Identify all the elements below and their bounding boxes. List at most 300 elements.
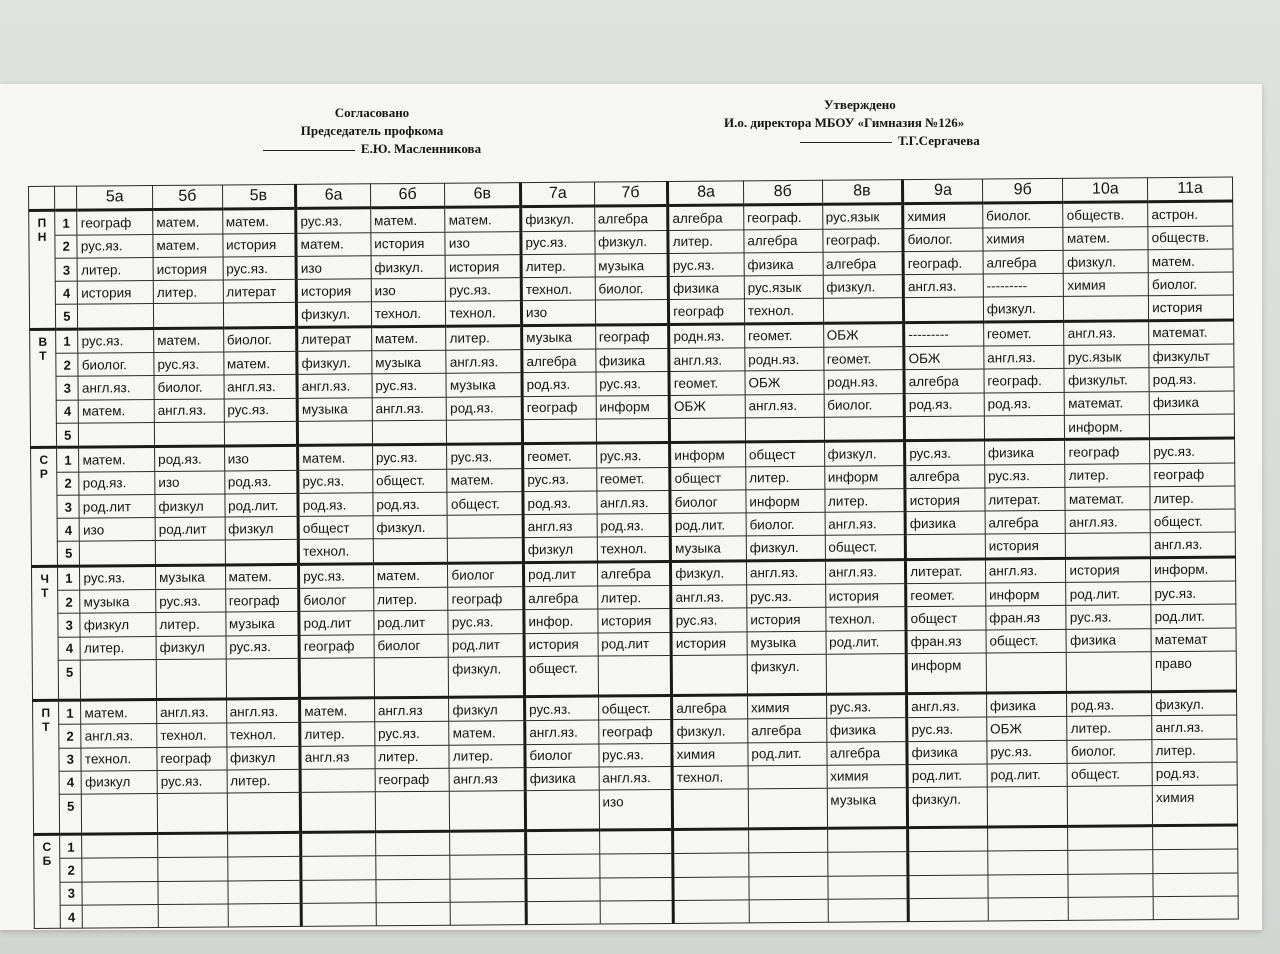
director-name: Т.Г.Сергачева <box>898 133 980 148</box>
subject-cell: фран.яз <box>906 630 986 654</box>
subject-cell: матем. <box>370 208 445 233</box>
subject-cell <box>749 876 828 900</box>
subject-cell: литер. <box>375 745 450 769</box>
subject-cell: ОБЖ <box>904 346 984 370</box>
subject-cell: географ. <box>984 369 1065 393</box>
subject-cell <box>987 786 1068 827</box>
subject-cell <box>1153 849 1238 873</box>
subject-cell: матем. <box>447 468 523 492</box>
subject-cell: изо <box>599 790 673 831</box>
subject-cell: англ.яз. <box>903 274 983 298</box>
subject-cell: математ <box>1151 628 1236 652</box>
class-header: 5б <box>153 185 223 210</box>
header-corner <box>55 186 77 210</box>
subject-cell: технол. <box>226 723 300 747</box>
subject-cell: матем. <box>1063 226 1148 250</box>
subject-cell: матем. <box>300 698 375 723</box>
subject-cell: англ.яз. <box>984 345 1065 369</box>
subject-cell: англ.яз. <box>825 559 906 584</box>
lesson-number: 1 <box>56 329 78 353</box>
subject-cell: музыка <box>225 612 299 636</box>
subject-cell: матем. <box>79 399 155 423</box>
subject-cell <box>1153 873 1238 897</box>
subject-cell <box>988 897 1069 921</box>
subject-cell <box>1068 826 1153 851</box>
subject-cell <box>827 852 908 876</box>
approval-block-right <box>724 96 1024 150</box>
subject-cell: биолог <box>448 562 524 587</box>
subject-cell: рус.яз. <box>987 740 1068 764</box>
subject-cell <box>226 658 300 699</box>
schedule-body <box>29 201 1239 928</box>
subject-cell: матем. <box>445 207 521 232</box>
subject-cell <box>450 855 526 879</box>
subject-cell: англ.яз. <box>825 512 906 536</box>
subject-cell: рус.яз. <box>1150 438 1235 463</box>
subject-cell: общест <box>745 442 824 467</box>
subject-cell: физкул. <box>297 302 372 327</box>
subject-cell: алгебра <box>904 369 984 393</box>
lesson-number: 2 <box>58 590 80 613</box>
subject-cell: алгебра <box>522 349 596 373</box>
subject-cell: англ.яз. <box>224 375 298 399</box>
lesson-number: 4 <box>55 281 77 304</box>
subject-cell: географ <box>77 210 153 235</box>
subject-cell: физика <box>907 741 987 765</box>
subject-cell <box>595 300 669 325</box>
lesson-number: 2 <box>59 724 81 747</box>
subject-cell <box>905 534 985 559</box>
subject-cell: технол. <box>157 723 227 747</box>
subject-cell: род.лит <box>374 611 449 635</box>
subject-cell: физкул. <box>746 536 825 561</box>
subject-cell <box>908 827 988 852</box>
subject-cell: литер. <box>1065 463 1150 487</box>
subject-cell <box>301 832 376 857</box>
subject-cell: географ <box>598 720 672 744</box>
class-header: 9а <box>903 179 983 204</box>
subject-cell <box>749 853 828 877</box>
subject-cell: род.лит. <box>826 630 907 654</box>
subject-cell: литер. <box>597 586 671 610</box>
subject-cell <box>526 901 600 925</box>
subject-cell <box>823 298 904 323</box>
subject-cell: физкул <box>81 770 157 794</box>
lesson-number: 1 <box>57 447 79 471</box>
subject-cell <box>301 856 376 880</box>
class-header: 9б <box>982 178 1063 203</box>
subject-cell <box>986 652 1067 693</box>
subject-cell <box>1153 825 1238 850</box>
subject-cell: рус.яз. <box>826 694 907 719</box>
subject-cell: рус.яз. <box>226 635 300 659</box>
subject-cell: англ.яз. <box>1066 510 1151 534</box>
subject-cell: физкул. <box>373 515 448 539</box>
subject-cell: рус.яз. <box>525 696 599 721</box>
subject-cell: технол. <box>521 277 595 301</box>
day-label: С Б <box>34 834 61 928</box>
class-header: 5а <box>77 186 153 211</box>
subject-cell: географ <box>669 299 745 324</box>
subject-cell: технол. <box>298 539 373 564</box>
subject-cell <box>673 853 749 877</box>
subject-cell: географ <box>375 768 450 792</box>
subject-cell: рус.яз. <box>905 440 985 465</box>
subject-cell: матем. <box>298 445 373 470</box>
subject-cell: англ.яз. <box>1150 532 1235 557</box>
subject-cell: матем. <box>296 232 371 256</box>
subject-cell: литер. <box>1152 739 1237 763</box>
subject-cell: физкул. <box>594 230 668 254</box>
subject-cell: литерат <box>223 280 297 304</box>
subject-cell: ОБЖ <box>987 717 1068 741</box>
subject-cell: рус.яз. <box>372 374 447 398</box>
subject-cell: общест. <box>447 491 523 515</box>
subject-cell: математ. <box>1065 487 1150 511</box>
subject-cell: физика <box>668 276 744 300</box>
subject-cell <box>672 789 748 830</box>
subject-cell <box>827 828 908 853</box>
subject-cell: химия <box>1064 273 1149 297</box>
signature-line <box>263 150 355 151</box>
subject-cell: рус.яз. <box>985 464 1066 488</box>
subject-cell: инфор. <box>524 609 598 633</box>
subject-cell: геомет. <box>906 583 986 607</box>
subject-cell <box>1068 786 1153 827</box>
class-header: 8б <box>743 180 822 205</box>
subject-cell: алгебра <box>748 718 827 742</box>
subject-cell: физика <box>826 718 907 742</box>
subject-cell: физкул <box>156 636 226 660</box>
subject-cell: технол. <box>371 302 446 327</box>
subject-cell: биолог. <box>824 393 905 417</box>
subject-cell <box>745 417 824 442</box>
subject-cell: биолог. <box>982 203 1063 228</box>
subject-cell: алгебра <box>668 205 744 230</box>
subject-cell: обществ. <box>1148 226 1233 250</box>
subject-cell: биолог <box>299 588 374 612</box>
subject-cell: информ <box>596 395 670 419</box>
subject-cell <box>526 830 600 855</box>
subject-cell: англ.яз <box>300 745 375 769</box>
subject-cell: литер. <box>77 257 153 281</box>
lesson-number: 4 <box>56 400 78 423</box>
subject-cell <box>82 858 158 882</box>
subject-cell: физкул. <box>297 351 372 375</box>
subject-cell: физкул. <box>449 657 525 698</box>
subject-cell: геомет. <box>669 371 745 395</box>
subject-cell: род.лит <box>448 633 524 657</box>
day-label: П Н <box>29 211 56 330</box>
subject-cell: музыка <box>747 631 826 655</box>
subject-cell: химия <box>827 764 908 788</box>
subject-cell: род.лит. <box>224 493 298 517</box>
subject-cell <box>374 657 449 698</box>
subject-cell: рус.яз. <box>446 278 522 302</box>
class-header: 6б <box>370 183 445 208</box>
subject-cell: матем. <box>223 351 297 375</box>
subject-cell <box>155 540 225 565</box>
lesson-number: 3 <box>57 495 79 518</box>
subject-cell: англ.яз <box>374 697 449 722</box>
subject-cell: общест. <box>1150 509 1235 533</box>
subject-cell: физкул <box>449 697 525 722</box>
subject-cell <box>673 877 749 901</box>
subject-cell: англ.яз. <box>78 376 154 400</box>
subject-cell: род.лит <box>299 611 374 635</box>
class-header: 6в <box>445 183 521 208</box>
subject-cell <box>372 420 447 445</box>
subject-cell <box>154 422 224 447</box>
lesson-number: 4 <box>58 637 80 660</box>
subject-cell: физкул. <box>1064 250 1149 274</box>
day-label: С Р <box>31 448 58 567</box>
subject-cell <box>376 879 451 903</box>
subject-cell: изо <box>155 471 225 495</box>
subject-cell: матем. <box>154 328 224 353</box>
lesson-number: 1 <box>55 210 77 234</box>
subject-cell: изо <box>445 231 521 255</box>
subject-cell: физкул. <box>824 441 905 466</box>
subject-cell <box>1068 873 1153 897</box>
subject-cell <box>225 540 299 565</box>
subject-cell: географ. <box>903 251 983 275</box>
subject-cell <box>228 903 302 927</box>
lesson-number: 5 <box>58 660 80 700</box>
subject-cell: литер. <box>446 325 522 350</box>
subject-cell: физика <box>1066 628 1151 652</box>
subject-cell: музыка <box>522 325 596 350</box>
subject-cell: географ <box>299 634 374 658</box>
subject-cell: биолог. <box>223 327 297 352</box>
subject-cell: рус.яз. <box>157 770 227 794</box>
subject-cell <box>908 898 988 922</box>
subject-cell <box>824 417 905 442</box>
lesson-number: 3 <box>59 748 81 771</box>
subject-cell <box>227 833 301 858</box>
subject-cell <box>450 791 526 832</box>
subject-cell <box>1064 296 1149 321</box>
subject-cell <box>670 418 746 443</box>
subject-cell: рус.яз. <box>671 608 747 632</box>
director-title: И.о. директора МБОУ «Гимназия №126» <box>724 115 965 130</box>
subject-cell: химия <box>1152 785 1237 826</box>
subject-cell <box>376 902 451 926</box>
subject-cell: общест. <box>1068 763 1153 787</box>
subject-cell: литер. <box>1150 486 1235 510</box>
subject-cell: математ. <box>1149 320 1234 345</box>
subject-cell: матем. <box>153 209 223 234</box>
subject-cell: история <box>1149 296 1234 321</box>
subject-cell: рус.яз. <box>372 444 447 469</box>
subject-cell <box>227 857 301 881</box>
subject-cell: общест. <box>598 695 672 720</box>
class-header: 7б <box>594 181 668 206</box>
subject-cell <box>599 854 673 878</box>
subject-cell: общест. <box>373 469 448 493</box>
subject-cell: информ <box>985 582 1066 606</box>
subject-cell: изо <box>521 301 595 326</box>
subject-cell <box>1066 533 1151 558</box>
subject-cell: информ. <box>1151 557 1236 582</box>
subject-cell: рус.яз. <box>78 328 154 353</box>
subject-cell: физика <box>986 692 1067 717</box>
subject-cell <box>988 874 1069 898</box>
subject-cell <box>904 416 984 441</box>
subject-cell <box>375 791 450 832</box>
subject-cell: рус.яз. <box>156 589 226 613</box>
subject-cell: род.лит <box>155 517 225 541</box>
subject-cell <box>78 304 154 329</box>
subject-cell <box>299 658 374 699</box>
subject-cell: матем. <box>373 563 448 588</box>
subject-cell: алгебра <box>983 250 1064 274</box>
subject-cell: история <box>985 534 1066 559</box>
subject-cell <box>224 421 298 446</box>
subject-cell: англ.яз. <box>985 558 1066 583</box>
subject-cell <box>748 828 827 853</box>
subject-cell: физика <box>1149 391 1234 415</box>
subject-cell <box>373 539 448 564</box>
class-header: 7а <box>521 182 595 207</box>
subject-cell: рус.яз. <box>907 717 987 741</box>
subject-cell: геомет. <box>823 347 904 371</box>
subject-cell: информ <box>906 653 986 694</box>
subject-cell <box>671 655 747 696</box>
subject-cell: географ <box>448 587 524 611</box>
subject-cell <box>82 881 158 905</box>
subject-cell: литерат. <box>985 487 1066 511</box>
subject-cell <box>828 899 909 923</box>
subject-cell: род.яз. <box>1149 367 1234 391</box>
lesson-number: 4 <box>57 518 79 541</box>
subject-cell: рус.яз. <box>154 352 224 376</box>
header-corner <box>29 186 55 211</box>
subject-cell: геомет. <box>744 323 823 348</box>
subject-cell <box>598 655 672 696</box>
subject-cell: изо <box>371 278 446 302</box>
subject-cell: астрон. <box>1148 201 1233 226</box>
subject-cell: информ <box>670 442 746 467</box>
subject-cell: рус.яз. <box>1151 581 1236 605</box>
subject-cell <box>908 851 988 875</box>
subject-cell: физкул. <box>521 206 595 231</box>
subject-cell: рус.яз. <box>447 444 523 469</box>
subject-cell <box>80 541 156 566</box>
subject-cell: матем. <box>1148 249 1233 273</box>
subject-cell <box>600 900 674 924</box>
subject-cell: общест <box>670 466 746 490</box>
subject-cell: фран.яз <box>986 606 1067 630</box>
subject-cell: ОБЖ <box>745 371 824 395</box>
subject-cell: род.лит. <box>670 513 746 537</box>
subject-cell: род.лит <box>598 632 672 656</box>
subject-cell <box>673 900 749 924</box>
subject-cell: музыка <box>595 253 669 277</box>
subject-cell: англ.яз. <box>446 350 522 374</box>
subject-cell: род.яз. <box>224 470 298 494</box>
subject-cell: алгебра <box>823 252 904 276</box>
subject-cell: музыка <box>372 350 447 374</box>
subject-cell <box>447 515 523 539</box>
subject-cell <box>525 790 599 831</box>
subject-cell: общест. <box>524 656 598 697</box>
subject-cell <box>300 769 375 793</box>
subject-cell: англ.яз. <box>745 394 824 418</box>
subject-cell: литер. <box>373 587 448 611</box>
subject-cell: рус.язык <box>822 204 903 229</box>
subject-cell: алгебра <box>672 695 748 720</box>
subject-cell: биолог. <box>1067 739 1152 763</box>
subject-cell: технол. <box>81 747 157 771</box>
subject-cell: музыка <box>155 565 225 590</box>
subject-cell: род.яз. <box>1067 692 1152 717</box>
subject-cell: род.яз. <box>155 446 225 471</box>
subject-cell: род.лит. <box>748 742 827 766</box>
subject-cell <box>1069 897 1154 921</box>
subject-cell: литер. <box>668 229 744 253</box>
class-header: 8в <box>822 180 903 205</box>
lesson-number: 5 <box>56 305 78 329</box>
subject-cell <box>673 829 749 854</box>
subject-cell <box>987 826 1068 851</box>
subject-cell: общест. <box>986 629 1067 653</box>
subject-cell: род.яз. <box>373 492 448 516</box>
subject-cell <box>158 833 228 858</box>
subject-cell: технол. <box>672 766 748 790</box>
subject-cell: биолог <box>670 490 746 514</box>
day-label: Ч Т <box>31 566 58 700</box>
subject-cell <box>82 794 158 835</box>
subject-cell <box>826 654 907 695</box>
subject-cell: род.лит <box>79 494 155 518</box>
subject-cell: история <box>671 632 747 656</box>
subject-cell: род.яз. <box>79 471 155 495</box>
lesson-number: 3 <box>60 882 82 905</box>
subject-cell <box>227 793 301 834</box>
union-chair-name: Е.Ю. Масленникова <box>360 141 482 156</box>
subject-cell <box>526 878 600 902</box>
subject-cell: алгебра <box>594 206 668 231</box>
lesson-number: 4 <box>59 771 81 794</box>
subject-cell <box>447 420 523 445</box>
subject-cell: физкульт. <box>1064 368 1149 392</box>
subject-cell <box>158 904 228 928</box>
subject-cell: литер. <box>300 722 375 746</box>
subject-cell <box>450 878 526 902</box>
subject-cell: физика <box>984 440 1065 465</box>
subject-cell: род.яз. <box>984 392 1065 416</box>
subject-cell: общест. <box>825 535 906 560</box>
subject-cell: литер. <box>449 744 525 768</box>
subject-cell <box>298 421 373 446</box>
subject-cell: музыка <box>671 536 747 561</box>
subject-cell: информ <box>824 465 905 489</box>
subject-cell: музыка <box>446 373 522 397</box>
approval-block-left <box>240 104 504 158</box>
subject-cell: рус.яз. <box>375 721 450 745</box>
class-header: 10а <box>1063 178 1148 203</box>
subject-cell <box>451 902 527 926</box>
agreed-label: Согласовано <box>334 105 410 120</box>
subject-cell: математ. <box>1065 391 1150 415</box>
subject-cell: англ.яз. <box>907 693 987 718</box>
day-label: П Т <box>33 700 60 834</box>
subject-cell: литер. <box>824 488 905 512</box>
subject-cell: музыка <box>80 590 156 614</box>
subject-cell: географ <box>1065 439 1150 464</box>
subject-cell: рус.яз. <box>668 253 744 277</box>
